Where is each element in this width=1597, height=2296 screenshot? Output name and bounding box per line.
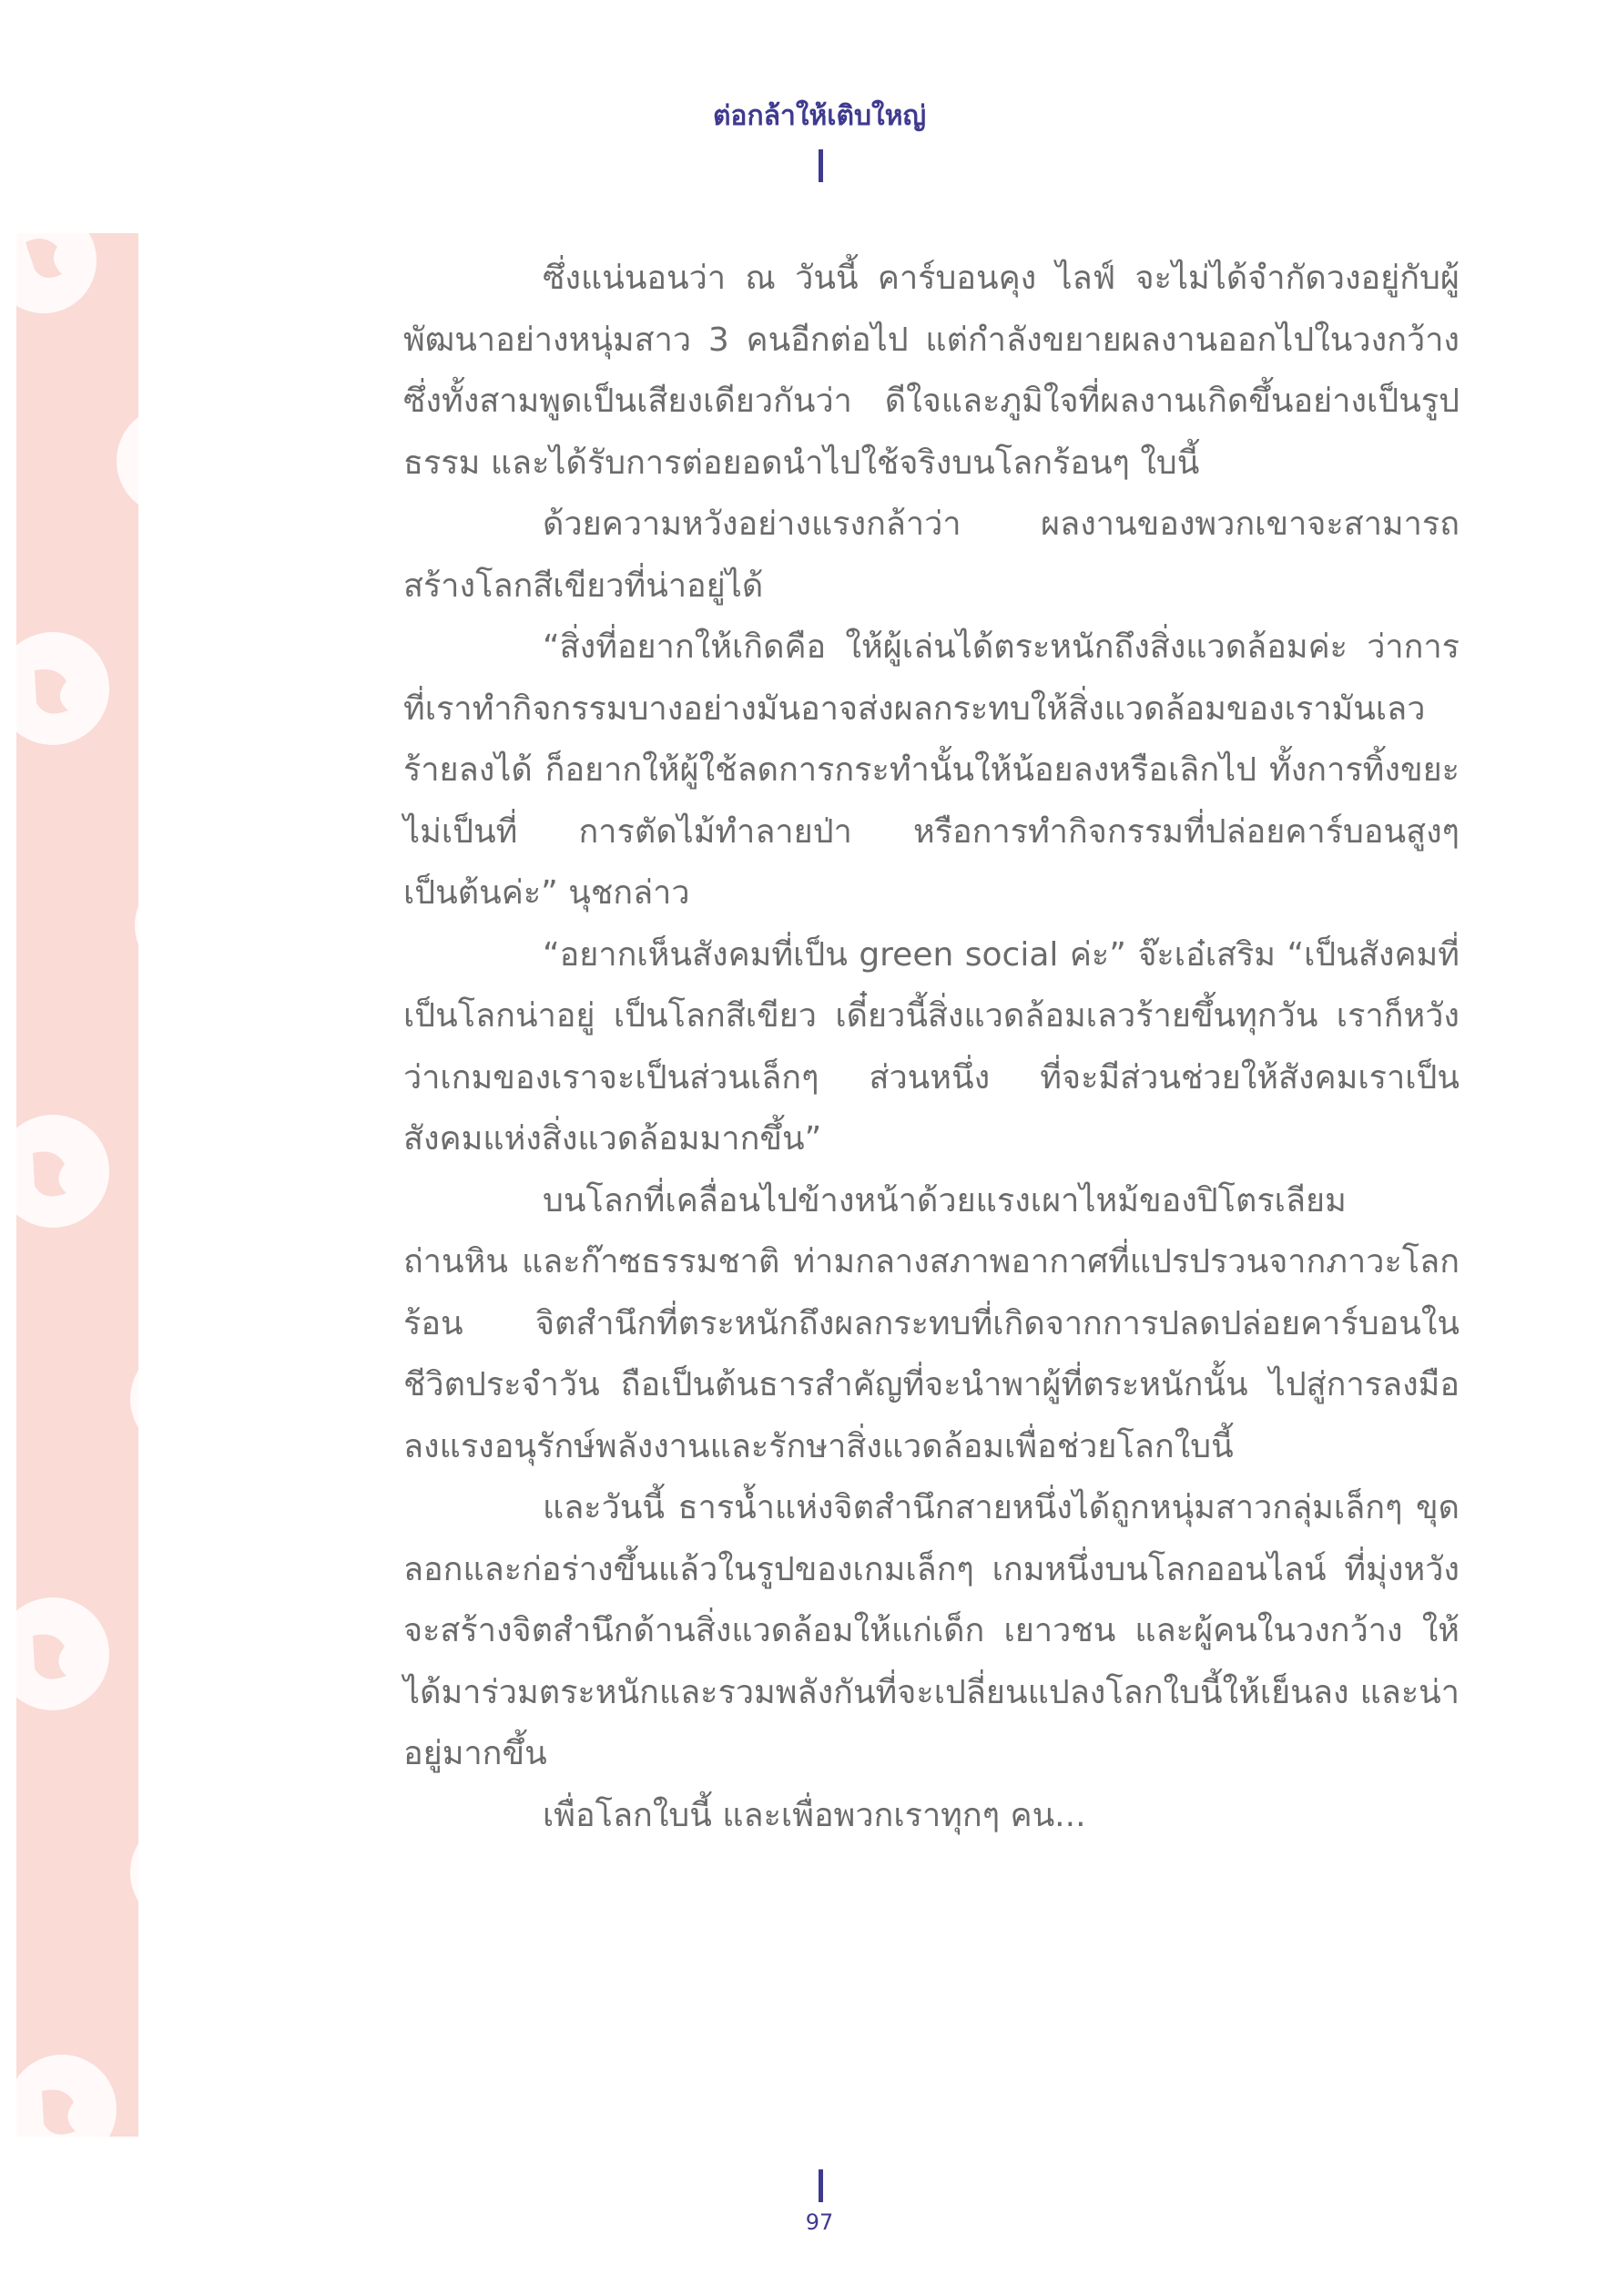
decorative-side-strip bbox=[16, 233, 138, 2137]
paragraph-6: และวันนี้ ธารน้ำแห่งจิตสำนึกสายหนึ่งได้ถูกหนุ่มสาวกลุ่มเล็กๆ ขุดลอกและก่อร่างขึ้นแล้วในรูปของเกมเล็กๆ เกมหนึ่งบนโลกออนไลน์ ที่มุ่งหวังจะสร้างจิตสำนึกด้านสิ่งแวดล้อมให้แก่เด็ก เยาวชน และผู้คนในวงกว้าง ให้ได้มาร่วมตระหนักและรวมพลังกันที่จะเปลี่ยนแปลงโลกใบนี้ให้เย็นลง และน่าอยู่มากขึ้น bbox=[403, 1489, 1460, 1772]
body-text bbox=[403, 248, 1460, 1846]
paragraph-7: เพื่อโลกใบนี้ และเพื่อพวกเราทุกๆ คน... bbox=[543, 1796, 1086, 1834]
page-number: 97 bbox=[805, 2209, 834, 2235]
globe-icon bbox=[16, 233, 138, 2137]
running-header: ต่อกล้าให้เติบใหญ่ bbox=[712, 100, 927, 132]
paragraph-2: ด้วยความหวังอย่างแรงกล้าว่า ผลงานของพวกเขาจะสามารถสร้างโลกสีเขียวที่น่าอยู่ได้ bbox=[403, 505, 1460, 605]
paragraph-3: “สิ่งที่อยากให้เกิดคือ ให้ผู้เล่นได้ตระหนักถึงสิ่งแวดล้อมค่ะ ว่าการที่เราทำกิจกรรมบางอย่างมันอาจส่งผลกระทบให้สิ่งแวดล้อมของเรามันเลวร้ายลงได้ ก็อยากให้ผู้ใช้ลดการกระทำนั้นให้น้อยลงหรือเลิกไป ทั้งการทิ้งขยะไม่เป็นที่ การตัดไม้ทำลายป่า หรือการทำกิจกรรมที่ปล่อยคาร์บอนสูงๆ เป็นต้นค่ะ” นุชกล่าว bbox=[403, 628, 1460, 912]
header-divider bbox=[819, 149, 823, 182]
paragraph-5: บนโลกที่เคลื่อนไปข้างหน้าด้วยแรงเผาไหม้ของปิโตรเลียม ถ่านหิน และก๊าซธรรมชาติ ท่ามกลางสภาพอากาศที่แปรปรวนจากภาวะโลกร้อน จิตสำนึกที่ตระหนักถึงผลกระทบที่เกิดจากการปลดปล่อยคาร์บอนในชีวิตประจำวัน ถือเป็นต้นธารสำคัญที่จะนำพาผู้ที่ตระหนักนั้น ไปสู่การลงมือลงแรงอนุรักษ์พลังงานและรักษาสิ่งแวดล้อมเพื่อช่วยโลกใบนี้ bbox=[403, 1181, 1460, 1465]
footer-divider bbox=[819, 2169, 823, 2202]
paragraph-4: “อยากเห็นสังคมที่เป็น green social ค่ะ” จ๊ะเอ๋เสริม “เป็นสังคมที่เป็นโลกน่าอยู่ เป็นโลกสีเขียว เดี๋ยวนี้สิ่งแวดล้อมเลวร้ายขึ้นทุกวัน เราก็หวังว่าเกมของเราจะเป็นส่วนเล็กๆ ส่วนหนึ่ง ที่จะมีส่วนช่วยให้สังคมเราเป็นสังคมแห่งสิ่งแวดล้อมมากขึ้น” bbox=[403, 935, 1460, 1158]
paragraph-1: ซึ่งแน่นอนว่า ณ วันนี้ คาร์บอนคุง ไลฟ์ จะไม่ได้จำกัดวงอยู่กับผู้พัฒนาอย่างหนุ่มสาว 3 คนอีกต่อไป แต่กำลังขยายผลงานออกไปในวงกว้าง ซึ่งทั้งสามพูดเป็นเสียงเดียวกันว่า ดีใจและภูมิใจที่ผลงานเกิดขึ้นอย่างเป็นรูปธรรม และได้รับการต่อยอดนำไปใช้จริงบนโลกร้อนๆ ใบนี้ bbox=[403, 260, 1460, 482]
